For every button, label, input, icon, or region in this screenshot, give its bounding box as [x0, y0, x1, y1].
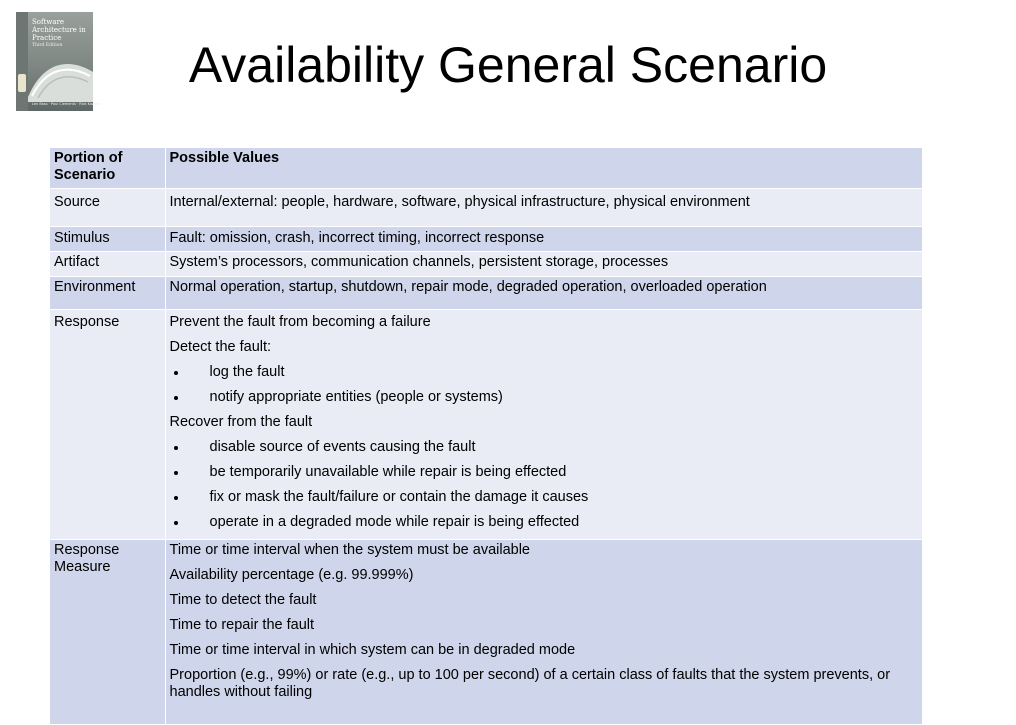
bullet-list-item — [170, 439, 918, 456]
bullet-text: disable source of events causing the fault — [209, 439, 476, 455]
value-line: Time or time interval when the system must be available — [169, 542, 530, 558]
header-portion: Portion of Scenario — [50, 148, 165, 189]
portion-cell: Stimulus — [50, 227, 165, 252]
bullet-icon — [174, 396, 178, 400]
bullet-list-item — [170, 364, 918, 381]
table-row — [50, 277, 922, 310]
value-line: System’s processors, communication channels, persistent storage, processes — [169, 254, 669, 270]
value-line: Time or time interval in which system can be in degraded mode — [169, 642, 576, 658]
bullet-icon — [174, 471, 178, 475]
header-values: Possible Values — [165, 148, 922, 189]
values-cell — [165, 227, 922, 252]
values-cell — [165, 189, 922, 227]
cover-edition: Third Edition — [32, 43, 63, 48]
bullet-icon — [174, 496, 178, 500]
values-cell — [165, 277, 922, 310]
portion-cell: Response — [50, 310, 165, 540]
bullet-text: notify appropriate entities (people or systems) — [209, 389, 503, 405]
bullet-icon — [174, 446, 178, 450]
bullet-text: operate in a degraded mode while repair is being effected — [209, 514, 580, 530]
value-line: Internal/external: people, hardware, software, physical infrastructure, physical environment — [169, 194, 750, 210]
value-line: Time to repair the fault — [169, 617, 315, 633]
bullet-icon — [174, 371, 178, 375]
value-line: Recover from the fault — [169, 414, 313, 430]
portion-cell: Source — [50, 189, 165, 227]
portion-cell: Environment — [50, 277, 165, 310]
slide-title: Availability General Scenario — [188, 37, 828, 93]
table-row — [50, 310, 922, 540]
value-line: Detect the fault: — [169, 339, 272, 355]
chevron-up-icon: ^ — [95, 12, 102, 21]
portion-cell: Artifact — [50, 252, 165, 277]
cover-title: Software Architecture in Practice — [32, 18, 86, 42]
value-line: Proportion (e.g., 99%) or rate (e.g., up to 100 per second) of a certain class of faults that the system prevents, or handles without failing — [169, 667, 891, 700]
bullet-list-item — [170, 514, 918, 531]
value-line: Prevent the fault from becoming a failure — [169, 314, 431, 330]
bullet-text: log the fault — [209, 364, 285, 380]
cover-authors: Len Bass · Paul Clements · Rick Kazman — [32, 102, 102, 106]
bullet-list-item — [170, 489, 918, 506]
values-cell — [165, 540, 922, 725]
value-line: Time to detect the fault — [169, 592, 317, 608]
value-line: Availability percentage (e.g. 99.999%) — [169, 567, 414, 583]
table-header-row — [50, 148, 922, 189]
value-line: Fault: omission, crash, incorrect timing, incorrect response — [169, 230, 545, 246]
table-row — [50, 540, 922, 725]
values-cell — [165, 252, 922, 277]
portion-cell: Response Measure — [50, 540, 165, 725]
bullet-list-item — [170, 464, 918, 481]
table-row — [50, 252, 922, 277]
bullet-list-item — [170, 389, 918, 406]
scenario-table — [50, 148, 923, 725]
table-row — [50, 189, 922, 227]
values-cell — [165, 310, 922, 540]
bullet-text: be temporarily unavailable while repair is being effected — [209, 464, 567, 480]
value-line: Normal operation, startup, shutdown, repair mode, degraded operation, overloaded operation — [169, 279, 767, 295]
table-row — [50, 227, 922, 252]
bullet-icon — [174, 521, 178, 525]
bullet-text: fix or mask the fault/failure or contain the damage it causes — [209, 489, 589, 505]
scenario-table-body — [50, 148, 922, 725]
